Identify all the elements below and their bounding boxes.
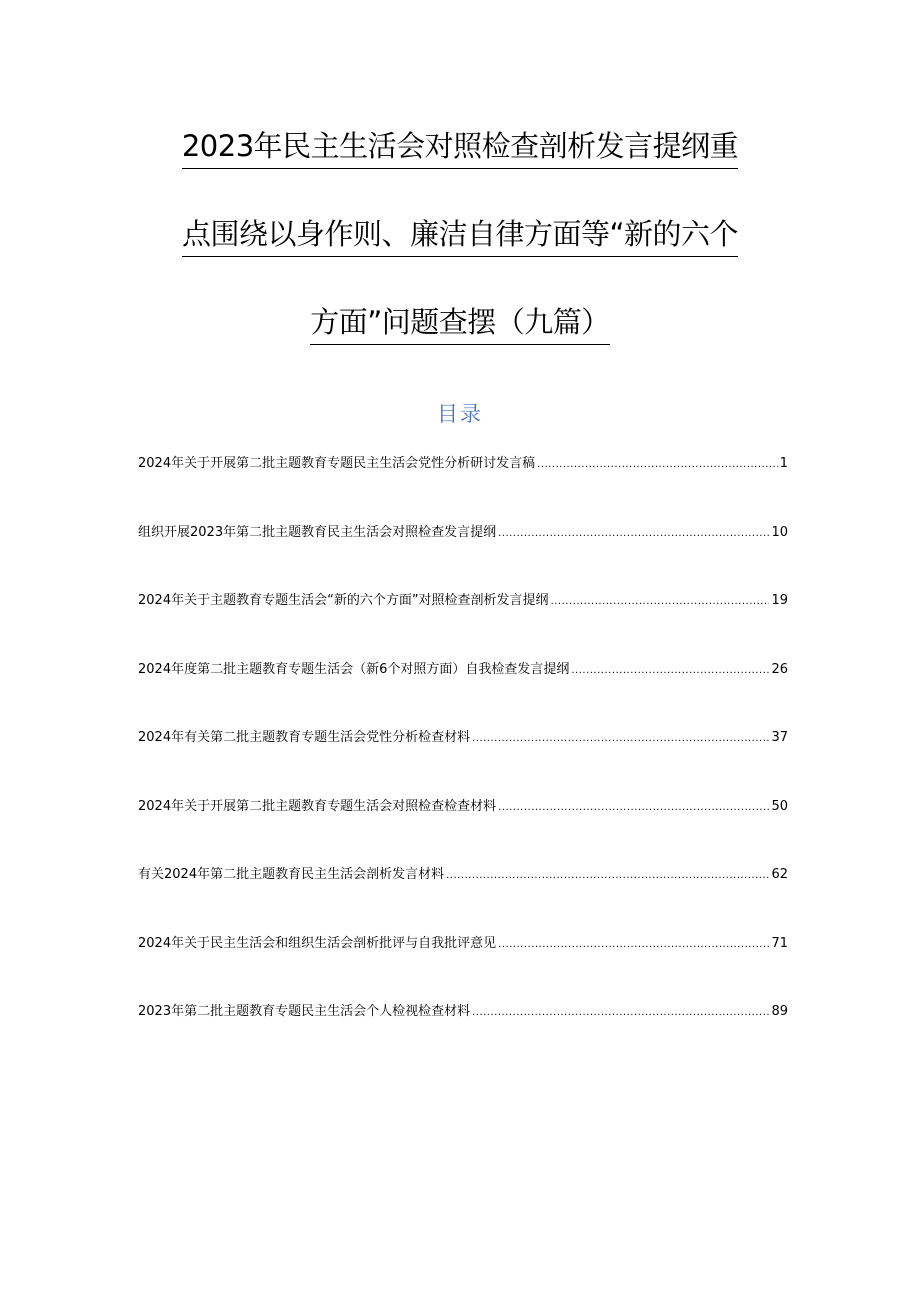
toc-leader-dots <box>446 867 769 885</box>
toc-entry-page: 71 <box>771 935 788 951</box>
toc-leader-dots <box>472 730 769 748</box>
toc-entry[interactable] <box>138 798 788 816</box>
title-line-2 <box>140 217 780 251</box>
toc-leader-dots <box>498 799 769 817</box>
document-title <box>140 129 780 396</box>
toc-entry-page: 50 <box>771 798 788 814</box>
toc-entry-page: 1 <box>779 456 788 471</box>
toc-leader-dots <box>498 936 769 954</box>
toc-entry-page: 10 <box>771 524 788 540</box>
toc-entry-page: 19 <box>771 593 788 608</box>
toc-entry[interactable] <box>138 592 788 610</box>
toc-entry-title: 2024年关于民主生活会和组织生活会剖析批评与自我批评意见 <box>138 935 497 951</box>
toc-entry-title: 组织开展2023年第二批主题教育民主生活会对照检查发言提纲 <box>138 524 497 540</box>
toc-entry-title: 2024年关于开展第二批主题教育专题民主生活会党性分析研讨发言稿 <box>138 456 536 471</box>
toc-entry-title: 2024年关于主题教育专题生活会“新的六个方面”对照检查剖析发言提纲 <box>138 593 549 608</box>
toc-entry[interactable] <box>138 661 788 679</box>
toc-entry[interactable] <box>138 935 788 953</box>
toc-entry-page: 37 <box>771 730 788 745</box>
toc-entry[interactable] <box>138 729 788 747</box>
toc-entry-page: 26 <box>771 661 788 677</box>
toc-entry-page: 89 <box>771 1004 788 1019</box>
toc-entry[interactable] <box>138 524 788 542</box>
table-of-contents <box>138 455 788 1072</box>
title-line-1 <box>140 129 780 163</box>
toc-entry-title: 2023年第二批主题教育专题民主生活会个人检视检查材料 <box>138 1004 471 1019</box>
title-line-2-text: 点围绕以身作则、廉洁自律方面等“新的六个 <box>182 217 738 257</box>
toc-leader-dots <box>472 1004 769 1022</box>
toc-entry[interactable] <box>138 866 788 884</box>
toc-entry[interactable] <box>138 1003 788 1021</box>
toc-entry[interactable] <box>138 455 788 473</box>
toc-leader-dots <box>571 662 769 680</box>
toc-leader-dots <box>537 456 778 474</box>
toc-heading: 目录 <box>437 402 483 426</box>
toc-entry-page: 62 <box>771 867 788 882</box>
title-line-3-text: 方面”问题查摆（九篇） <box>310 305 610 345</box>
toc-entry-title: 2024年关于开展第二批主题教育专题生活会对照检查检查材料 <box>138 798 497 814</box>
title-line-1-text: 2023年民主生活会对照检查剖析发言提纲重 <box>182 129 738 169</box>
toc-entry-title: 2024年度第二批主题教育专题生活会（新6个对照方面）自我检查发言提纲 <box>138 661 570 677</box>
toc-entry-title: 2024年有关第二批主题教育专题生活会党性分析检查材料 <box>138 730 471 745</box>
toc-leader-dots <box>498 525 769 543</box>
toc-entry-title: 有关2024年第二批主题教育民主生活会剖析发言材料 <box>138 867 445 882</box>
toc-leader-dots <box>551 593 770 611</box>
title-line-3 <box>140 305 780 339</box>
